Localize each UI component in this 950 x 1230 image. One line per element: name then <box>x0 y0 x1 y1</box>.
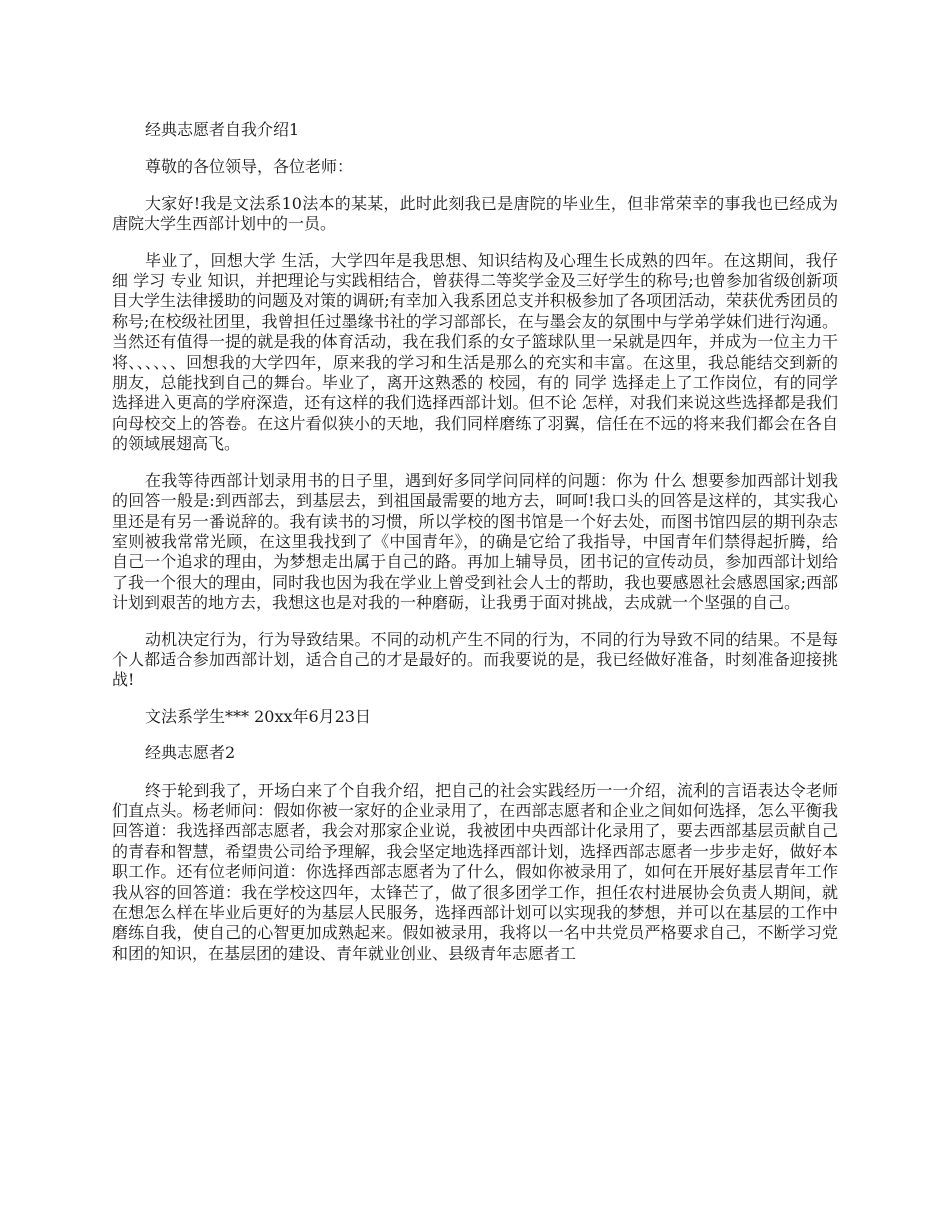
paragraph-motivation: 在我等待西部计划录用书的日子里，遇到好多同学问同样的问题：你为 什么 想要参加西部计划我的回答一般是:到西部去，到基层去，到祖国最需要的地方去，呵呵!我口头的回答是这样的，其实我心里还是有另一番说辞的。我有读书的习惯，所以学校的图书馆是一个好去处，而图书馆四层的期刊杂志室则被我常常光顾，在这里我找到了《中国青年》，的确是它给了我指导，中国青年们禁得起折腾，给自己一个追求的理由，为梦想走出属于自己的路。再加上辅导员，团书记的宣传动员，参加西部计划给了我一个很大的理由，同时我也因为我在学业上曾受到社会人士的帮助，我也要感恩社会感恩国家;西部计划到艰苦的地方去，我想这也是对我的一种磨砺，让我勇于面对挑战，去成就一个坚强的自己。 <box>112 470 838 613</box>
document-page <box>112 120 838 1215</box>
signature-line: 文法系学生*** 20xx年6月23日 <box>145 706 372 726</box>
paragraph-interview: 终于轮到我了，开场白来了个自我介绍，把自己的社会实践经历一一介绍，流利的言语表达令老师们直点头。杨老师问：假如你被一家好的企业录用了，在西部志愿者和企业之间如何选择，怎么平衡我回答道：我选择西部志愿者，我会对那家企业说，我被团中央西部计化录用了，要去西部基层贡献自己的青春和智慧，希望贵公司给予理解，我会坚定地选择西部计划，选择西部志愿者一步步走好，做好本职工作。还有位老师问道：你选择西部志愿者为了什么，假如你被录用了，如何在开展好基层青年工作我从容的回答道：我在学校这四年，太锋芒了，做了很多团学工作，担任农村进展协会负责人期间，就在想怎么样在毕业后更好的为基层人民服务，选择西部计划可以实现我的梦想，并可以在基层的工作中磨练自我，使自己的心智更加成熟起来。假如被录用，我将以一名中共党员严格要求自己，不断学习党和团的知识，在基层团的建设、青年就业创业、县级青年志愿者工 <box>112 780 838 963</box>
paragraph-intro: 大家好!我是文法系10法本的某某，此时此刻我已是唐院的毕业生，但非常荣幸的事我也已经成为唐院大学生西部计划中的一员。 <box>112 193 838 234</box>
section-title-2: 经典志愿者2 <box>145 743 236 763</box>
section-title-1: 经典志愿者自我介绍1 <box>145 120 300 139</box>
paragraph-university-life: 毕业了，回想大学 生活，大学四年是我思想、知识结构及心理生长成熟的四年。在这期间，我仔细 学习 专业 知识，并把理论与实践相结合，曾获得二等奖学金及三好学生的称号;也曾参加省级创新项目大学生法律援助的问题及对策的调研;有幸加入我系团总支并积极参加了各项团活动，荣获优秀团员的称号;在校级社团里，我曾担任过墨缘书社的学习部部长，在与墨会友的氛围中与学弟学妹们进行沟通。当然还有值得一提的就是我的体育活动，我在我们系的女子篮球队里一呆就是四年，并成为一位主力干将、、、、、、回想我的大学四年，原来我的学习和生活是那么的充实和丰富。在这里，我总能结交到新的朋友，总能找到自己的舞台。毕业了，离开这熟悉的 校园，有的 同学 选择走上了工作岗位，有的同学选择进入更高的学府深造，还有这样的我们选择西部计划。但不论 怎样，对我们来说这些选择都是我们向母校交上的答卷。在这片看似狭小的天地，我们同样磨练了羽翼，信任在不远的将来我们都会在各自的领域展翅高飞。 <box>112 250 838 454</box>
salutation: 尊敬的各位领导，各位老师： <box>145 157 354 177</box>
paragraph-conclusion: 动机决定行为，行为导致结果。不同的动机产生不同的行为，不同的行为导致不同的结果。不是每个人都适合参加西部计划，适合自己的才是最好的。而我要说的是，我已经做好准备，时刻准备迎接挑战! <box>112 629 838 690</box>
